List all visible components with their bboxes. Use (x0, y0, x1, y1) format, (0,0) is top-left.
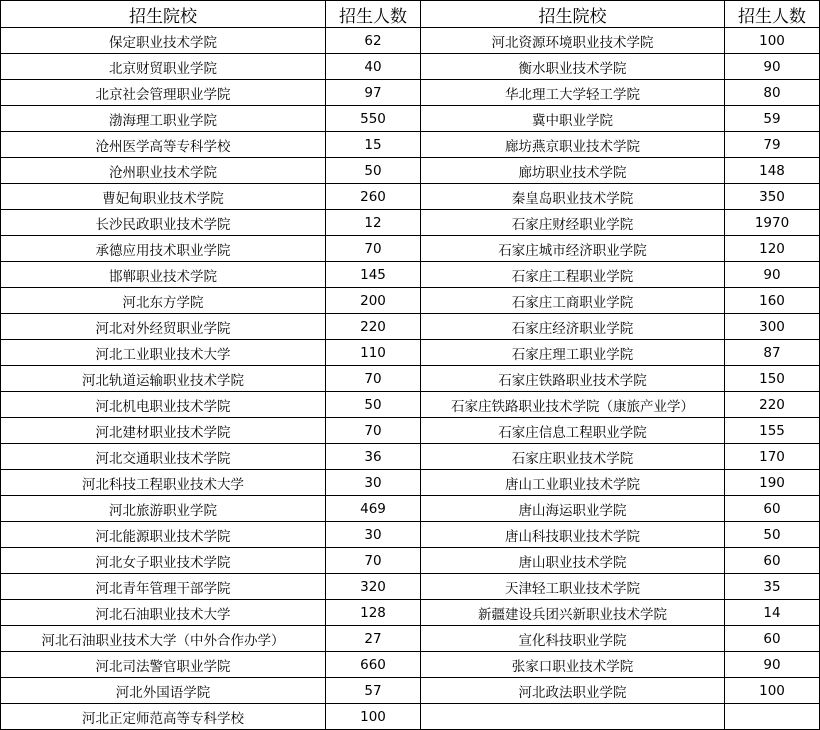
cell-school-right: 唐山工业职业技术学院 (421, 470, 725, 496)
table-row (1, 678, 820, 704)
table-row (1, 236, 820, 262)
header-school-right: 招生院校 (421, 1, 725, 28)
cell-school-left: 河北女子职业技术学院 (1, 548, 326, 574)
cell-count-left: 200 (326, 288, 421, 314)
table-row (1, 444, 820, 470)
cell-count-right: 60 (725, 626, 820, 652)
cell-count-left: 30 (326, 522, 421, 548)
table-row (1, 704, 820, 730)
cell-count-right: 220 (725, 392, 820, 418)
cell-school-right: 石家庄城市经济职业学院 (421, 236, 725, 262)
cell-school-left: 沧州职业技术学院 (1, 158, 326, 184)
cell-count-left: 320 (326, 574, 421, 600)
cell-count-right: 90 (725, 54, 820, 80)
cell-count-left: 550 (326, 106, 421, 132)
cell-school-right: 华北理工大学轻工学院 (421, 80, 725, 106)
cell-count-left: 70 (326, 236, 421, 262)
cell-school-left: 河北能源职业技术学院 (1, 522, 326, 548)
cell-school-left: 河北旅游职业学院 (1, 496, 326, 522)
table-row (1, 652, 820, 678)
cell-count-right: 14 (725, 600, 820, 626)
cell-school-right: 石家庄经济职业学院 (421, 314, 725, 340)
cell-count-left: 260 (326, 184, 421, 210)
cell-count-right: 155 (725, 418, 820, 444)
cell-count-left: 62 (326, 28, 421, 54)
table-row (1, 522, 820, 548)
cell-school-right: 廊坊燕京职业技术学院 (421, 132, 725, 158)
cell-count-right: 1970 (725, 210, 820, 236)
cell-count-left: 97 (326, 80, 421, 106)
cell-count-right: 100 (725, 678, 820, 704)
cell-count-left: 469 (326, 496, 421, 522)
table-row (1, 262, 820, 288)
table-body (1, 28, 820, 730)
cell-count-left: 27 (326, 626, 421, 652)
cell-count-right: 150 (725, 366, 820, 392)
cell-school-right: 石家庄工商职业学院 (421, 288, 725, 314)
cell-count-right: 35 (725, 574, 820, 600)
cell-school-right: 张家口职业技术学院 (421, 652, 725, 678)
cell-school-right: 廊坊职业技术学院 (421, 158, 725, 184)
cell-count-left: 40 (326, 54, 421, 80)
cell-school-left: 河北科技工程职业技术大学 (1, 470, 326, 496)
cell-school-left: 河北司法警官职业学院 (1, 652, 326, 678)
cell-school-left: 长沙民政职业技术学院 (1, 210, 326, 236)
cell-count-right: 120 (725, 236, 820, 262)
cell-school-left: 曹妃甸职业技术学院 (1, 184, 326, 210)
table-row (1, 366, 820, 392)
cell-count-left: 36 (326, 444, 421, 470)
cell-count-right: 148 (725, 158, 820, 184)
cell-school-right: 唐山海运职业学院 (421, 496, 725, 522)
cell-school-right: 石家庄职业技术学院 (421, 444, 725, 470)
cell-school-right: 河北资源环境职业技术学院 (421, 28, 725, 54)
cell-count-right: 90 (725, 262, 820, 288)
cell-school-right: 冀中职业学院 (421, 106, 725, 132)
cell-count-right: 350 (725, 184, 820, 210)
cell-school-right: 石家庄铁路职业技术学院 (421, 366, 725, 392)
table-row (1, 210, 820, 236)
cell-count-left: 57 (326, 678, 421, 704)
table-row (1, 392, 820, 418)
table-row (1, 288, 820, 314)
cell-school-right: 唐山职业技术学院 (421, 548, 725, 574)
cell-school-right: 衡水职业技术学院 (421, 54, 725, 80)
cell-school-right: 石家庄财经职业学院 (421, 210, 725, 236)
cell-school-left: 河北石油职业技术大学 (1, 600, 326, 626)
cell-school-left: 河北交通职业技术学院 (1, 444, 326, 470)
cell-school-left: 承德应用技术职业学院 (1, 236, 326, 262)
header-count-right: 招生人数 (725, 1, 820, 28)
cell-count-left: 50 (326, 158, 421, 184)
cell-count-right: 60 (725, 548, 820, 574)
cell-school-right: 天津轻工职业技术学院 (421, 574, 725, 600)
cell-school-left: 保定职业技术学院 (1, 28, 326, 54)
cell-school-left: 河北外国语学院 (1, 678, 326, 704)
cell-count-left: 50 (326, 392, 421, 418)
cell-school-left: 河北建材职业技术学院 (1, 418, 326, 444)
cell-count-right: 190 (725, 470, 820, 496)
cell-school-left: 北京社会管理职业学院 (1, 80, 326, 106)
table-row (1, 418, 820, 444)
cell-count-right: 160 (725, 288, 820, 314)
table-row (1, 314, 820, 340)
cell-count-right: 79 (725, 132, 820, 158)
cell-count-left: 145 (326, 262, 421, 288)
cell-count-right (725, 704, 820, 730)
header-count-left: 招生人数 (326, 1, 421, 28)
table-row (1, 496, 820, 522)
table-row (1, 106, 820, 132)
cell-school-right: 石家庄工程职业学院 (421, 262, 725, 288)
table-row (1, 626, 820, 652)
cell-school-left: 河北青年管理干部学院 (1, 574, 326, 600)
cell-count-left: 660 (326, 652, 421, 678)
cell-count-right: 100 (725, 28, 820, 54)
cell-count-left: 100 (326, 704, 421, 730)
cell-school-left: 河北机电职业技术学院 (1, 392, 326, 418)
cell-school-left: 渤海理工职业学院 (1, 106, 326, 132)
cell-count-left: 12 (326, 210, 421, 236)
table-row (1, 28, 820, 54)
cell-school-left: 河北轨道运输职业技术学院 (1, 366, 326, 392)
cell-count-left: 70 (326, 418, 421, 444)
header-school-left: 招生院校 (1, 1, 326, 28)
table-row (1, 80, 820, 106)
cell-school-right: 石家庄理工职业学院 (421, 340, 725, 366)
cell-count-left: 70 (326, 548, 421, 574)
cell-count-right: 87 (725, 340, 820, 366)
table-row (1, 184, 820, 210)
cell-school-left: 河北工业职业技术大学 (1, 340, 326, 366)
table-row (1, 158, 820, 184)
cell-school-right: 石家庄铁路职业技术学院（康旅产业学） (421, 392, 725, 418)
table-row (1, 548, 820, 574)
cell-count-left: 128 (326, 600, 421, 626)
cell-count-left: 30 (326, 470, 421, 496)
cell-count-right: 50 (725, 522, 820, 548)
cell-count-right: 60 (725, 496, 820, 522)
table-row (1, 600, 820, 626)
cell-count-right: 90 (725, 652, 820, 678)
cell-school-left: 河北正定师范高等专科学校 (1, 704, 326, 730)
table-row (1, 132, 820, 158)
cell-school-left: 邯郸职业技术学院 (1, 262, 326, 288)
cell-school-left: 河北对外经贸职业学院 (1, 314, 326, 340)
cell-school-left: 河北东方学院 (1, 288, 326, 314)
table-row (1, 574, 820, 600)
cell-count-left: 70 (326, 366, 421, 392)
cell-school-right: 新疆建设兵团兴新职业技术学院 (421, 600, 725, 626)
table-row (1, 340, 820, 366)
table-row (1, 470, 820, 496)
cell-count-right: 300 (725, 314, 820, 340)
cell-school-left: 河北石油职业技术大学（中外合作办学） (1, 626, 326, 652)
cell-count-right: 170 (725, 444, 820, 470)
table-row (1, 54, 820, 80)
cell-school-right: 秦皇岛职业技术学院 (421, 184, 725, 210)
cell-school-left: 北京财贸职业学院 (1, 54, 326, 80)
cell-school-right: 河北政法职业学院 (421, 678, 725, 704)
table-header-row (1, 1, 820, 28)
cell-count-right: 80 (725, 80, 820, 106)
cell-school-right (421, 704, 725, 730)
cell-count-right: 59 (725, 106, 820, 132)
cell-school-right: 宣化科技职业学院 (421, 626, 725, 652)
cell-count-left: 110 (326, 340, 421, 366)
cell-count-left: 220 (326, 314, 421, 340)
cell-school-left: 沧州医学高等专科学校 (1, 132, 326, 158)
cell-school-right: 唐山科技职业技术学院 (421, 522, 725, 548)
cell-count-left: 15 (326, 132, 421, 158)
cell-school-right: 石家庄信息工程职业学院 (421, 418, 725, 444)
